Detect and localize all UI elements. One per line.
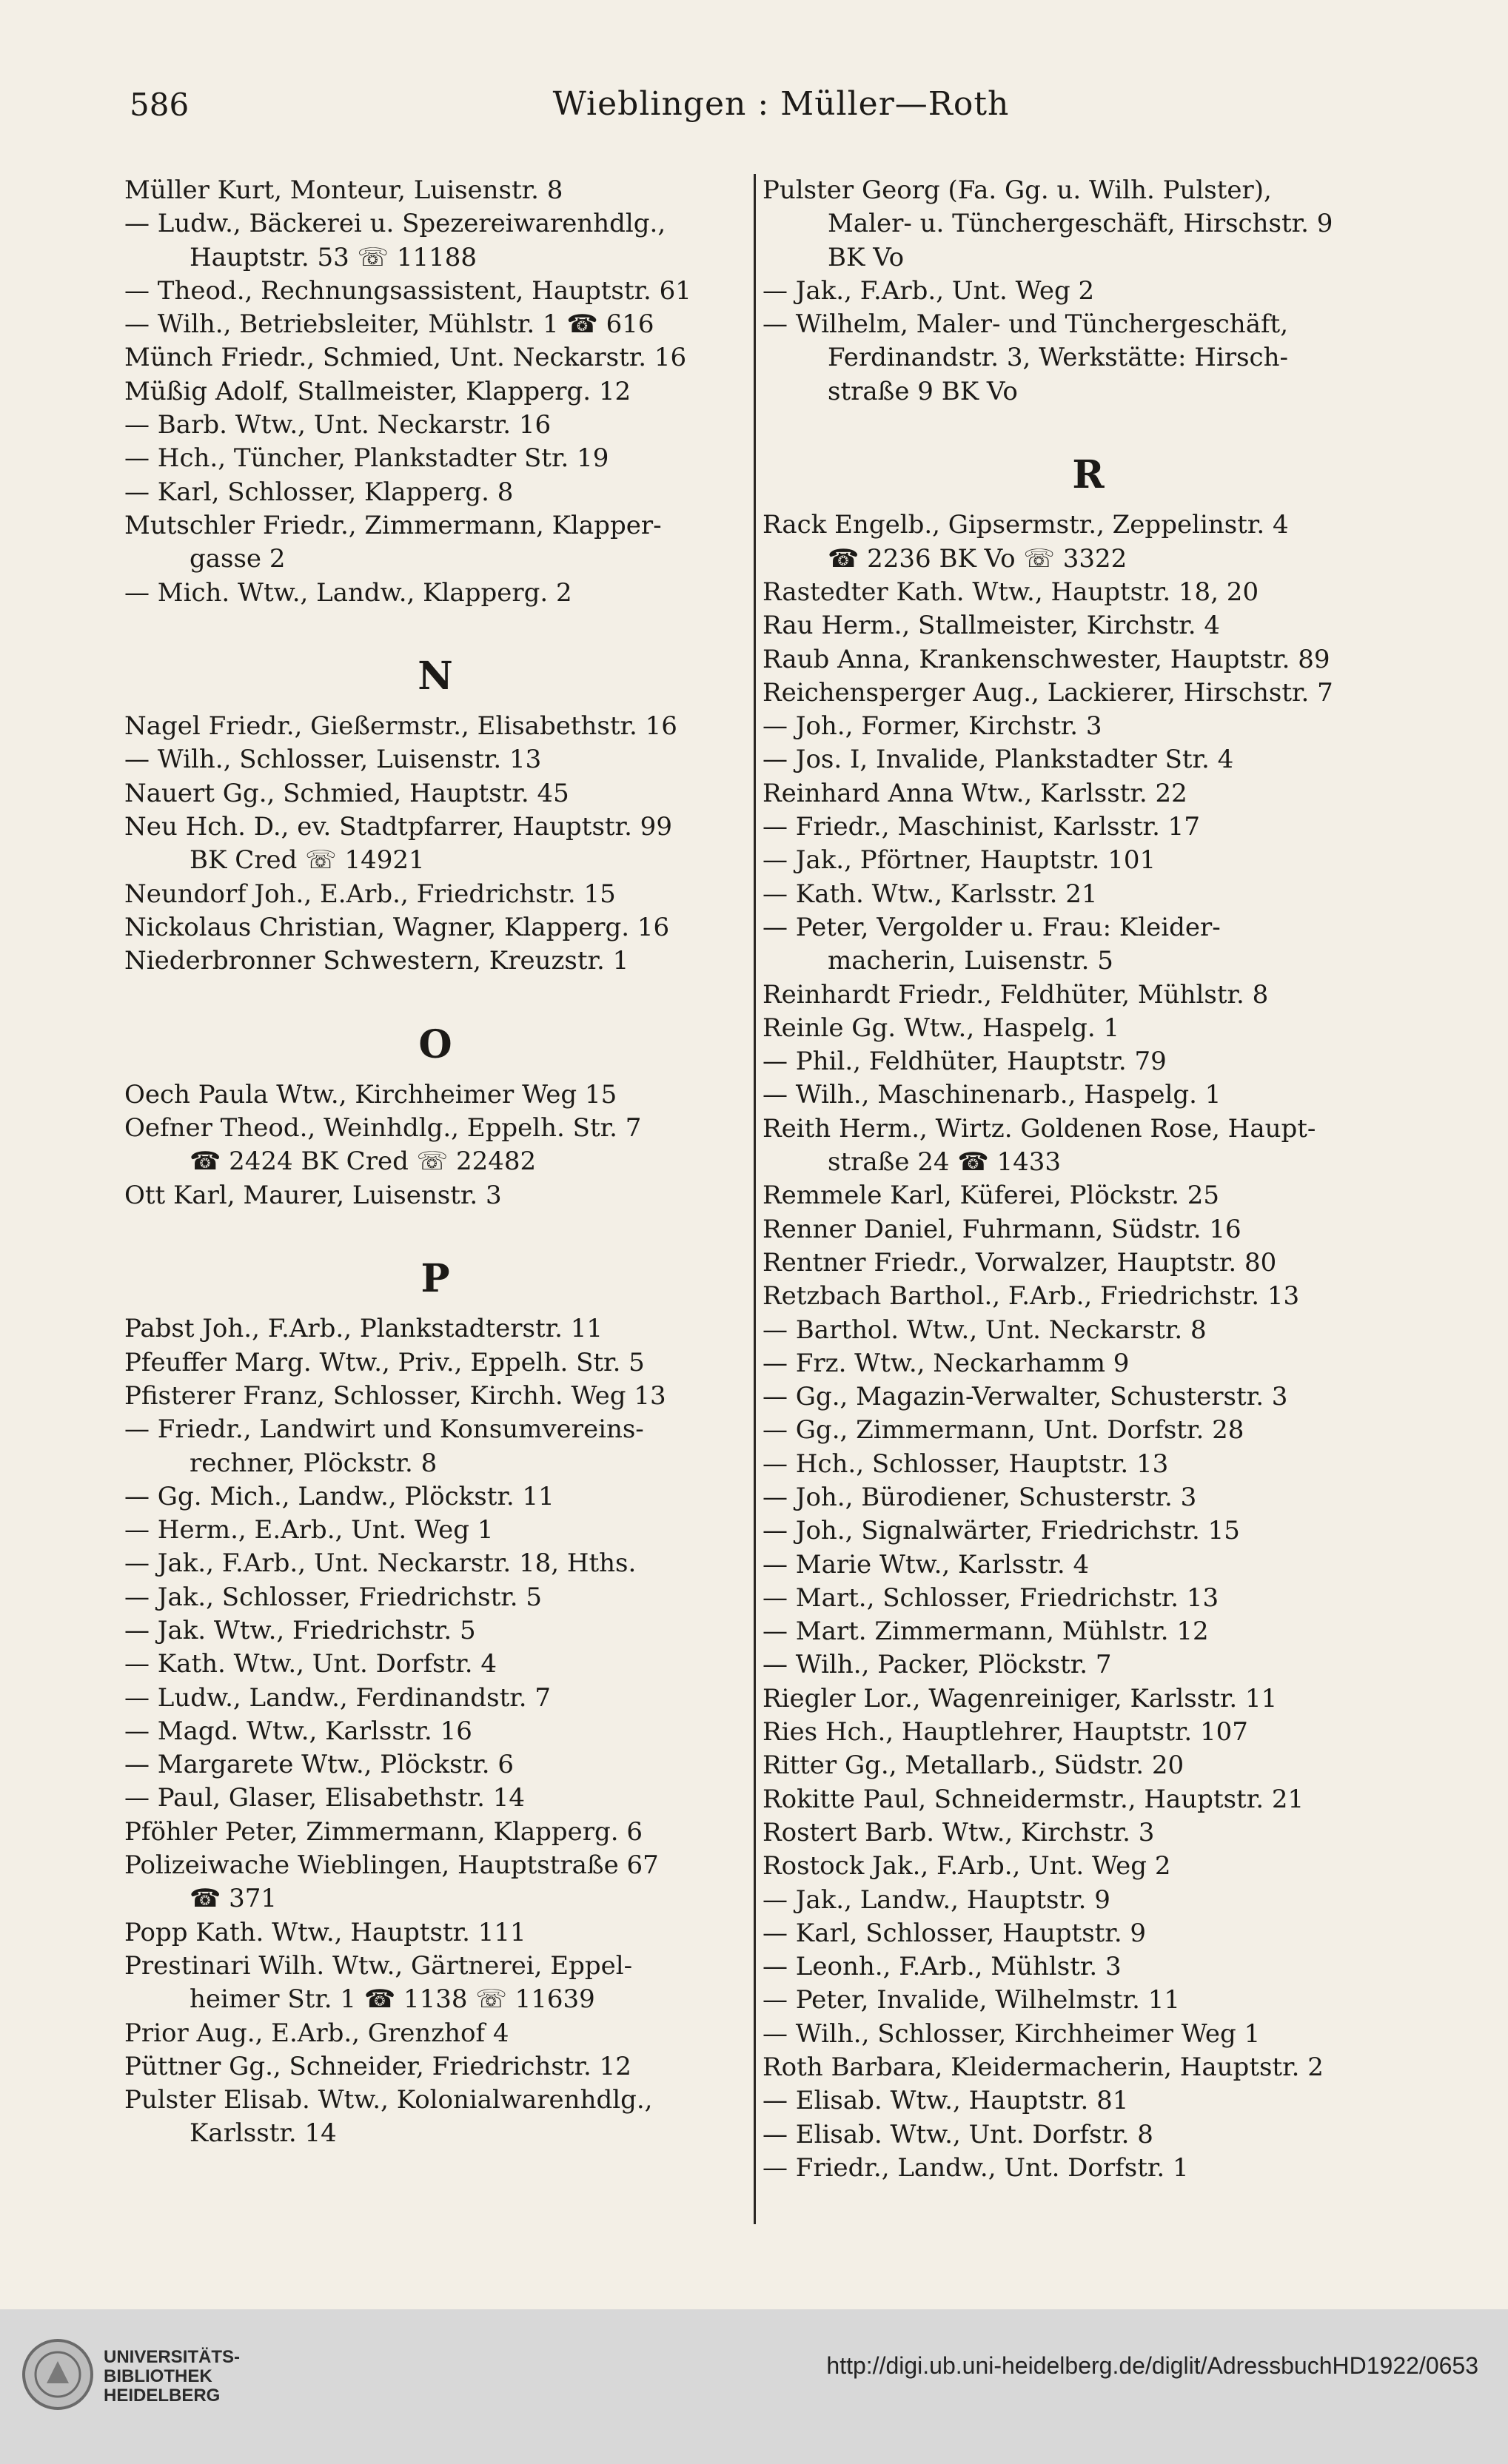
directory-entry: — Jak. Wtw., Friedrichstr. 5: [124, 1615, 476, 1645]
directory-entry: Nagel Friedr., Gießermstr., Elisabethstr. 16: [124, 711, 677, 742]
directory-entry: Prior Aug., E.Arb., Grenzhof 4: [124, 2018, 509, 2048]
directory-entry: Pföhler Peter, Zimmermann, Klapperg. 6: [124, 1816, 643, 1847]
directory-entry: — Wilhelm, Maler- und Tünchergeschäft,: [763, 309, 1289, 340]
directory-entry: gasse 2: [190, 544, 286, 574]
directory-entry: — Kath. Wtw., Karlsstr. 21: [763, 879, 1098, 909]
directory-entry: — Wilh., Maschinenarb., Haspelg. 1: [763, 1080, 1222, 1110]
directory-entry: — Joh., Former, Kirchstr. 3: [763, 711, 1102, 742]
directory-entry: Rostock Jak., F.Arb., Unt. Weg 2: [763, 1851, 1171, 1881]
directory-entry: Rack Engelb., Gipsermstr., Zeppelinstr. 4: [763, 510, 1289, 540]
directory-entry: — Phil., Feldhüter, Hauptstr. 79: [763, 1047, 1167, 1077]
directory-entry: — Mart. Zimmermann, Mühlstr. 12: [763, 1617, 1209, 1647]
directory-entry: — Hch., Tüncher, Plankstadter Str. 19: [124, 443, 609, 474]
running-head: Wieblingen : Müller—Roth: [552, 85, 1010, 123]
directory-entry: Raub Anna, Krankenschwester, Hauptstr. 89: [763, 644, 1330, 674]
directory-entry: Rastedter Kath. Wtw., Hauptstr. 18, 20: [763, 577, 1259, 607]
directory-entry: Retzbach Barthol., F.Arb., Friedrichstr. 13: [763, 1281, 1300, 1312]
directory-entry: — Margarete Wtw., Plöckstr. 6: [124, 1750, 514, 1780]
directory-entry: — Ludw., Landw., Ferdinandstr. 7: [124, 1682, 551, 1713]
directory-entry: Püttner Gg., Schneider, Friedrichstr. 12: [124, 2051, 631, 2081]
directory-entry: Rokitte Paul, Schneidermstr., Hauptstr. 21: [763, 1784, 1304, 1814]
directory-entry: BK Vo: [828, 242, 905, 272]
spacer: [124, 978, 746, 1012]
library-logo[interactable]: [21, 2333, 287, 2422]
directory-entry: — Gg. Mich., Landw., Plöckstr. 11: [124, 1481, 554, 1511]
directory-entry: — Jak., F.Arb., Unt. Neckarstr. 18, Hths.: [124, 1548, 637, 1579]
directory-entry: Reinhard Anna Wtw., Karlsstr. 22: [763, 778, 1187, 808]
directory-entry: Roth Barbara, Kleidermacherin, Hauptstr. 2: [763, 2052, 1324, 2083]
directory-entry: — Wilh., Schlosser, Kirchheimer Weg 1: [763, 2018, 1261, 2049]
section-letter: R: [1072, 452, 1105, 498]
library-name: [104, 2348, 240, 2406]
directory-entry: — Mart., Schlosser, Friedrichstr. 13: [763, 1582, 1219, 1613]
directory-entry: Oefner Theod., Weinhdlg., Eppelh. Str. 7: [124, 1113, 642, 1144]
directory-entry: Ferdinandstr. 3, Werkstätte: Hirsch-: [828, 343, 1288, 373]
directory-entry: — Paul, Glaser, Elisabethstr. 14: [124, 1783, 526, 1813]
directory-entry: Oech Paula Wtw., Kirchheimer Weg 15: [124, 1079, 617, 1110]
directory-entry: — Mich. Wtw., Landw., Klapperg. 2: [124, 577, 572, 608]
directory-entry: Reith Herm., Wirtz. Goldenen Rose, Haupt-: [763, 1113, 1316, 1144]
directory-entry: — Joh., Signalwärter, Friedrichstr. 15: [763, 1516, 1240, 1546]
directory-entry: — Friedr., Landwirt und Konsumvereins-: [124, 1414, 644, 1445]
directory-entry: Nauert Gg., Schmied, Hauptstr. 45: [124, 778, 569, 808]
directory-entry: — Hch., Schlosser, Hauptstr. 13: [763, 1448, 1169, 1479]
section-letter: O: [418, 1021, 452, 1067]
directory-entry: — Elisab. Wtw., Hauptstr. 81: [763, 2086, 1129, 2116]
directory-entry: Prestinari Wilh. Wtw., Gärtnerei, Eppel-: [124, 1950, 633, 1981]
directory-entry: — Frz. Wtw., Neckarhamm 9: [763, 1348, 1130, 1378]
viewer-footer: [0, 2309, 1508, 2464]
directory-entry: Ott Karl, Maurer, Luisenstr. 3: [124, 1180, 502, 1210]
directory-entry: — Karl, Schlosser, Klapperg. 8: [124, 477, 514, 507]
directory-entry: — Gg., Magazin-Verwalter, Schusterstr. 3: [763, 1382, 1288, 1412]
page-header: [130, 78, 1432, 137]
spacer: [124, 1212, 746, 1246]
directory-entry: Pabst Joh., F.Arb., Plankstadterstr. 11: [124, 1314, 603, 1344]
library-name-text: UNIVERSITÄTS- BIBLIOTHEK HEIDELBERG: [104, 2347, 241, 2406]
directory-entry: Popp Kath. Wtw., Hauptstr. 111: [124, 1917, 526, 1947]
directory-entry: Münch Friedr., Schmied, Unt. Neckarstr. 16: [124, 343, 687, 373]
directory-entry: BK Cred ☏ 14921: [190, 845, 425, 876]
permalink[interactable]: http://digi.ub.uni-heidelberg.de/diglit/AdressbuchHD1922/0653: [826, 2352, 1478, 2379]
directory-entry: Reinle Gg. Wtw., Haspelg. 1: [763, 1013, 1120, 1043]
directory-entry: Maler- u. Tünchergeschäft, Hirschstr. 9: [828, 209, 1333, 239]
directory-entry: Renner Daniel, Fuhrmann, Südstr. 16: [763, 1214, 1241, 1244]
directory-entry: — Barthol. Wtw., Unt. Neckarstr. 8: [763, 1315, 1207, 1345]
spacer: [763, 409, 1414, 442]
directory-entry: — Wilh., Schlosser, Luisenstr. 13: [124, 745, 542, 775]
directory-entry: — Jak., Landw., Hauptstr. 9: [763, 1884, 1110, 1915]
directory-entry: — Elisab. Wtw., Unt. Dorfstr. 8: [763, 2119, 1153, 2149]
directory-entry: — Magd. Wtw., Karlsstr. 16: [124, 1716, 472, 1746]
directory-entry: — Peter, Invalide, Wilhelmstr. 11: [763, 1985, 1180, 2015]
directory-entry: Pfeuffer Marg. Wtw., Priv., Eppelh. Str. 5: [124, 1347, 645, 1377]
directory-entry: — Jak., F.Arb., Unt. Weg 2: [763, 275, 1095, 306]
page-number: 586: [130, 87, 190, 123]
directory-entry: Neundorf Joh., E.Arb., Friedrichstr. 15: [124, 879, 616, 909]
directory-entry: — Joh., Bürodiener, Schusterstr. 3: [763, 1482, 1197, 1512]
directory-entry: straße 24 ☎ 1433: [828, 1147, 1062, 1178]
directory-entry: straße 9 BK Vo: [828, 376, 1018, 406]
directory-entry: Neu Hch. D., ev. Stadtpfarrer, Hauptstr. 99: [124, 812, 672, 842]
directory-entry: ☎ 2424 BK Cred ☏ 22482: [190, 1147, 537, 1177]
section-letter: P: [420, 1256, 450, 1302]
directory-entry: ☎ 2236 BK Vo ☏ 3322: [828, 543, 1127, 574]
directory-entry: Ritter Gg., Metallarb., Südstr. 20: [763, 1750, 1184, 1781]
directory-entry: — Barb. Wtw., Unt. Neckarstr. 16: [124, 410, 552, 440]
directory-entry: — Marie Wtw., Karlsstr. 4: [763, 1549, 1090, 1580]
directory-entry: — Wilh., Packer, Plöckstr. 7: [763, 1650, 1112, 1680]
directory-entry: Pfisterer Franz, Schlosser, Kirchh. Weg 13: [124, 1380, 666, 1411]
directory-entry: — Friedr., Landw., Unt. Dorfstr. 1: [763, 2152, 1189, 2183]
directory-entry: heimer Str. 1 ☎ 1138 ☏ 11639: [190, 1984, 595, 2015]
directory-entry: — Jak., Pförtner, Hauptstr. 101: [763, 845, 1156, 876]
section-letter: N: [418, 654, 453, 699]
directory-entry: macherin, Luisenstr. 5: [828, 946, 1113, 976]
column-divider: [754, 174, 756, 2224]
directory-entry: Riegler Lor., Wagenreiniger, Karlsstr. 11: [763, 1683, 1278, 1713]
directory-entry: Pulster Georg (Fa. Gg. u. Wilh. Pulster),: [763, 175, 1272, 205]
left-column: [124, 174, 746, 2151]
directory-entry: Ries Hch., Hauptlehrer, Hauptstr. 107: [763, 1717, 1248, 1748]
directory-entry: — Wilh., Betriebsleiter, Mühlstr. 1 ☎ 616: [124, 309, 654, 340]
directory-entry: Mutschler Friedr., Zimmermann, Klapper-: [124, 510, 662, 540]
right-column: [763, 174, 1414, 2185]
directory-entry: Karlsstr. 14: [190, 2118, 337, 2149]
directory-entry: Reichensperger Aug., Lackierer, Hirschstr. 7: [763, 677, 1333, 708]
directory-entry: — Jos. I, Invalide, Plankstadter Str. 4: [763, 745, 1234, 775]
directory-entry: ☎ 371: [190, 1884, 278, 1914]
directory-entry: — Gg., Zimmermann, Unt. Dorfstr. 28: [763, 1415, 1244, 1446]
directory-entry: — Friedr., Maschinist, Karlsstr. 17: [763, 812, 1200, 842]
directory-entry: Nickolaus Christian, Wagner, Klapperg. 16: [124, 912, 670, 942]
directory-entry: — Herm., E.Arb., Unt. Weg 1: [124, 1515, 494, 1545]
directory-entry: Rau Herm., Stallmeister, Kirchstr. 4: [763, 611, 1220, 641]
directory-entry: rechner, Plöckstr. 8: [190, 1448, 438, 1478]
directory-entry: Pulster Elisab. Wtw., Kolonialwarenhdlg.,: [124, 2085, 653, 2115]
directory-entry: Rostert Barb. Wtw., Kirchstr. 3: [763, 1817, 1155, 1847]
directory-entry: Reinhardt Friedr., Feldhüter, Mühlstr. 8: [763, 979, 1269, 1010]
directory-entry: — Theod., Rechnungsassistent, Hauptstr. 61: [124, 275, 691, 306]
directory-entry: Rentner Friedr., Vorwalzer, Hauptstr. 80: [763, 1247, 1277, 1278]
directory-entry: Niederbronner Schwestern, Kreuzstr. 1: [124, 946, 629, 976]
spacer: [124, 610, 746, 643]
directory-entry: Müßig Adolf, Stallmeister, Klapperg. 12: [124, 376, 631, 406]
directory-entry: — Kath. Wtw., Unt. Dorfstr. 4: [124, 1649, 497, 1679]
directory-entry: — Leonh., F.Arb., Mühlstr. 3: [763, 1952, 1122, 1982]
directory-entry: Polizeiwache Wieblingen, Hauptstraße 67: [124, 1850, 659, 1881]
directory-entry: Müller Kurt, Monteur, Luisenstr. 8: [124, 175, 563, 205]
university-seal-icon: [21, 2337, 95, 2411]
directory-entry: Hauptstr. 53 ☏ 11188: [190, 242, 477, 272]
directory-entry: — Ludw., Bäckerei u. Spezereiwarenhdlg.,: [124, 209, 666, 239]
directory-entry: — Peter, Vergolder u. Frau: Kleider-: [763, 912, 1221, 942]
directory-entry: — Jak., Schlosser, Friedrichstr. 5: [124, 1582, 543, 1612]
directory-entry: Remmele Karl, Küferei, Plöckstr. 25: [763, 1181, 1220, 1211]
directory-entry: — Karl, Schlosser, Hauptstr. 9: [763, 1918, 1147, 1948]
